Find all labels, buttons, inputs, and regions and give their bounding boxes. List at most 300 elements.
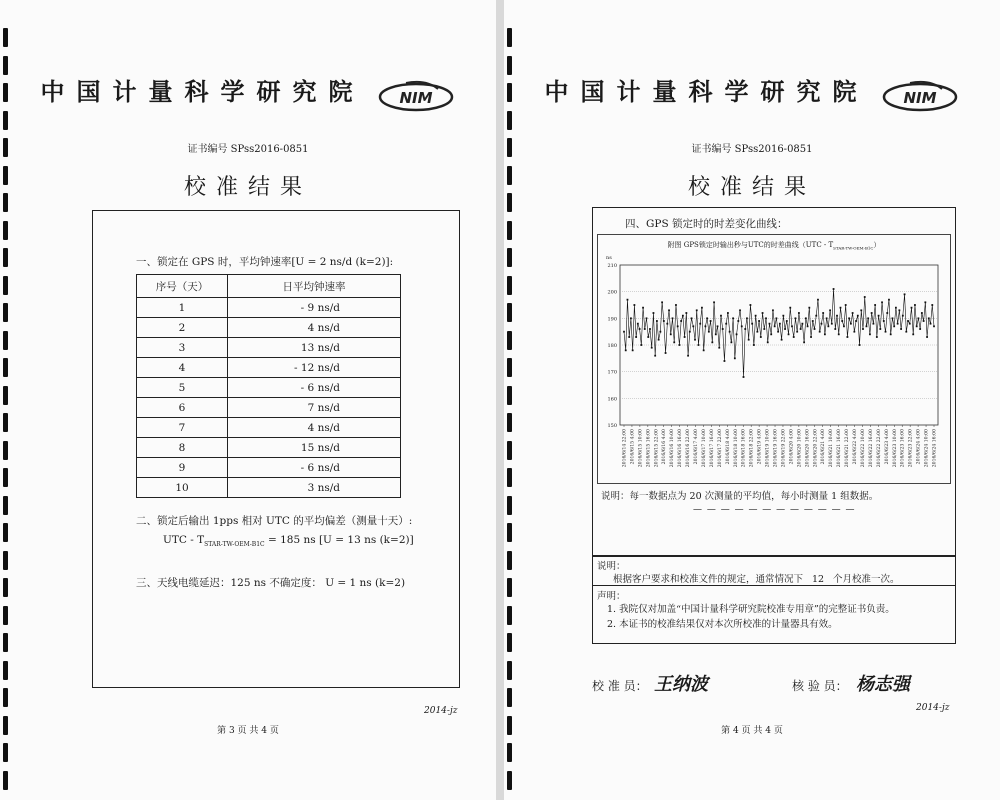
data-point [879, 328, 881, 330]
binding-ring [3, 496, 8, 515]
day-cell: 8 [137, 438, 228, 458]
data-point [685, 312, 687, 314]
chart-note: 说明：每一数据点为 20 次测量的平均值，每小时测量 1 组数据。 [601, 491, 879, 502]
data-point [677, 325, 679, 327]
binding-ring [507, 633, 512, 652]
data-point [904, 293, 906, 295]
x-tick-label: 2016/6/23 22:00 [908, 429, 914, 468]
data-point [672, 317, 674, 319]
data-point [881, 301, 883, 303]
data-point [791, 325, 793, 327]
header-rate: 日平均钟速率 [228, 275, 401, 298]
binding-ring [3, 386, 8, 405]
data-point [815, 315, 817, 317]
x-tick-label: 2016/6/17 4:00 [694, 429, 700, 465]
y-tick-label: 150 [607, 423, 617, 429]
data-point [805, 317, 807, 319]
data-point [895, 307, 897, 309]
data-point [703, 349, 705, 351]
x-tick-label: 2016/6/15 10:00 [638, 429, 644, 468]
formula-rest: = 185 ns [U = 13 ns (k=2)] [264, 534, 414, 546]
x-tick-label: 2016/6/20 22:00 [813, 429, 819, 468]
x-tick-label: 2016/6/15 22:00 [654, 429, 660, 468]
data-point [860, 309, 862, 311]
binding-ring [3, 633, 8, 652]
data-point [772, 309, 774, 311]
chart-frame [592, 207, 956, 557]
time-difference-chart [598, 235, 950, 483]
data-point [711, 341, 713, 343]
chart-title-suffix: ） [873, 241, 881, 249]
data-point [756, 331, 758, 333]
binding-ring [507, 221, 512, 240]
data-point [774, 325, 776, 327]
binding-ring [3, 441, 8, 460]
data-point [886, 312, 888, 314]
data-point [724, 360, 726, 362]
binding-ring [507, 606, 512, 625]
section-1-heading: 一、锁定在 GPS 时，平均钟速率[U = 2 ns/d (k=2)]: [136, 256, 394, 268]
data-point [890, 333, 892, 335]
x-tick-label: 2016/6/18 10:00 [733, 429, 739, 468]
binding-ring [3, 358, 8, 377]
nim-logo [880, 79, 960, 113]
rate-cell: - 6 ns/d [228, 378, 401, 398]
page-title: 校准结果 [687, 175, 816, 200]
data-point [668, 309, 670, 311]
explain-prefix: 根据客户要求和校准文件的规定，通常情况下 [613, 574, 804, 585]
binding-ring [3, 661, 8, 680]
data-point [817, 299, 819, 301]
svg-text:NIM: NIM [903, 88, 937, 107]
data-point [914, 304, 916, 306]
x-tick-label: 2016/6/19 16:00 [773, 429, 779, 468]
table-row [137, 398, 401, 418]
page-number: 第 4 页 共 4 页 [721, 726, 783, 736]
table-row [137, 458, 401, 478]
table-row [137, 338, 401, 358]
section-3-heading: 三、天线电缆延迟：125 ns 不确定度： U = 1 ns (k=2) [136, 577, 406, 589]
data-point [691, 317, 693, 319]
data-point [907, 320, 909, 322]
data-point [659, 331, 661, 333]
data-point [905, 331, 907, 333]
x-tick-label: 2016/6/20 16:00 [805, 429, 811, 468]
data-point [673, 341, 675, 343]
data-point [872, 323, 874, 325]
x-tick-label: 2016/6/24 10:00 [924, 429, 930, 468]
section-2-formula [163, 534, 414, 548]
nim-logo [376, 79, 456, 113]
data-point [647, 336, 649, 338]
data-point [644, 328, 646, 330]
binding-ring [3, 276, 8, 295]
data-point [758, 320, 760, 322]
data-point [807, 325, 809, 327]
data-point [798, 312, 800, 314]
data-point [656, 320, 658, 322]
binding-ring [3, 688, 8, 707]
data-point [751, 323, 753, 325]
data-point [670, 333, 672, 335]
data-point [883, 320, 885, 322]
data-point [795, 317, 797, 319]
data-point [628, 336, 630, 338]
y-axis-unit: ns [606, 255, 612, 261]
data-point [708, 331, 710, 333]
x-tick-label: 2016/6/21 22:00 [845, 429, 851, 468]
day-cell: 7 [137, 418, 228, 438]
binding-ring [3, 303, 8, 322]
data-point [762, 312, 764, 314]
data-point [781, 339, 783, 341]
binding-ring [3, 413, 8, 432]
data-point [831, 323, 833, 325]
data-point [878, 315, 880, 317]
data-point [833, 288, 835, 290]
data-point [661, 301, 663, 303]
data-point [933, 325, 935, 327]
table-row [137, 478, 401, 498]
binding-ring [3, 523, 8, 542]
table-row [137, 318, 401, 338]
data-point [715, 333, 717, 335]
data-point [845, 304, 847, 306]
data-point [734, 357, 736, 359]
data-point [902, 315, 904, 317]
spiral-binding [504, 0, 516, 800]
data-point [826, 317, 828, 319]
data-point [741, 325, 743, 327]
data-point [705, 325, 707, 327]
x-tick-label: 2016/6/16 16:00 [678, 429, 684, 468]
data-point [888, 299, 890, 301]
data-point [675, 304, 677, 306]
data-point [926, 336, 928, 338]
x-tick-label: 2016/6/16 22:00 [686, 429, 692, 468]
data-point [698, 344, 700, 346]
svg-text:NIM: NIM [399, 88, 433, 107]
data-point [897, 323, 899, 325]
data-point [701, 307, 703, 309]
table-row [137, 358, 401, 378]
data-point [694, 339, 696, 341]
page-title: 校准结果 [183, 175, 312, 200]
data-point [782, 315, 784, 317]
data-point [801, 323, 803, 325]
data-point [779, 323, 781, 325]
rate-cell: 3 ns/d [228, 478, 401, 498]
form-code: 2014-jz [916, 703, 950, 713]
data-point [808, 307, 810, 309]
x-tick-label: 2016/6/19 4:00 [757, 429, 763, 465]
certificate-number: 证书编号 SPss2016-0851 [691, 144, 813, 155]
data-point [893, 325, 895, 327]
data-point [834, 328, 836, 330]
x-tick-label: 2016/6/20 10:00 [797, 429, 803, 468]
data-point [640, 344, 642, 346]
data-point [788, 333, 790, 335]
data-point [730, 341, 732, 343]
data-point [627, 299, 629, 301]
table-row [137, 438, 401, 458]
data-point [679, 344, 681, 346]
data-point [718, 347, 720, 349]
data-point [729, 331, 731, 333]
divider [593, 585, 955, 586]
data-point [824, 333, 826, 335]
rate-cell: - 6 ns/d [228, 458, 401, 478]
chart-box [597, 234, 951, 484]
x-tick-label: 2016/6/17 10:00 [701, 429, 707, 468]
data-point [876, 336, 878, 338]
binding-ring [507, 248, 512, 267]
certificate-page-3 [0, 0, 496, 800]
day-cell: 5 [137, 378, 228, 398]
binding-ring [3, 111, 8, 130]
data-point [763, 328, 765, 330]
calibrator-label: 校 准 员： [592, 679, 648, 693]
x-tick-label: 2016/6/17 22:00 [717, 429, 723, 468]
data-point [727, 312, 729, 314]
results-frame [92, 210, 460, 688]
chart-title-prefix: 附图 GPS锁定时输出秒与UTC的时差曲线（UTC - T [667, 241, 834, 249]
data-point [812, 320, 814, 322]
data-point [684, 336, 686, 338]
rate-cell: 15 ns/d [228, 438, 401, 458]
data-point [646, 317, 648, 319]
binding-ring [3, 468, 8, 487]
data-point [852, 312, 854, 314]
x-tick-label: 2016/6/22 16:00 [868, 429, 874, 468]
binding-ring [507, 358, 512, 377]
binding-ring [507, 551, 512, 570]
x-tick-label: 2016/6/20 4:00 [789, 429, 795, 465]
data-point [732, 317, 734, 319]
data-point [637, 323, 639, 325]
data-point [923, 320, 925, 322]
data-point [689, 331, 691, 333]
binding-ring [507, 28, 512, 47]
data-point [859, 344, 861, 346]
x-tick-label: 2016/6/16 10:00 [670, 429, 676, 468]
binding-ring [3, 551, 8, 570]
data-point [630, 317, 632, 319]
data-point [633, 304, 635, 306]
data-point [789, 307, 791, 309]
data-point [666, 323, 668, 325]
x-tick-label: 2016/6/15 16:00 [646, 429, 652, 468]
x-tick-label: 2016/6/17 16:00 [709, 429, 715, 468]
binding-ring [507, 413, 512, 432]
data-point [847, 336, 849, 338]
binding-ring [507, 331, 512, 350]
binding-ring [507, 771, 512, 790]
data-point [814, 328, 816, 330]
day-cell: 3 [137, 338, 228, 358]
day-cell: 6 [137, 398, 228, 418]
rate-cell: 13 ns/d [228, 338, 401, 358]
explain-suffix: 个月校准一次。 [833, 574, 900, 585]
data-point [623, 331, 625, 333]
binding-ring [507, 496, 512, 515]
x-tick-label: 2016/6/18 4:00 [725, 429, 731, 465]
data-point [821, 323, 823, 325]
series-line [624, 289, 934, 377]
data-point [800, 328, 802, 330]
data-point [720, 315, 722, 317]
rate-cell: - 12 ns/d [228, 358, 401, 378]
data-point [924, 301, 926, 303]
binding-ring [507, 578, 512, 597]
data-point [822, 312, 824, 314]
data-point [665, 352, 667, 354]
data-point [658, 339, 660, 341]
binding-ring [3, 743, 8, 762]
data-point [649, 328, 651, 330]
data-point [853, 331, 855, 333]
y-tick-label: 190 [607, 316, 617, 323]
data-point [898, 309, 900, 311]
header-day: 序号（天） [137, 275, 228, 298]
data-point [786, 320, 788, 322]
form-code: 2014-jz [424, 706, 458, 716]
calibrator-signature: 王纳波 [654, 674, 708, 695]
data-point [836, 315, 838, 317]
certificate-number: 证书编号 SPss2016-0851 [187, 144, 309, 155]
certificate-page-4 [504, 0, 1000, 800]
day-cell: 10 [137, 478, 228, 498]
binding-ring [507, 111, 512, 130]
data-point [919, 328, 921, 330]
explanation-frame [592, 555, 956, 644]
y-tick-label: 160 [607, 396, 617, 403]
clock-rate-table [136, 274, 401, 498]
data-point [918, 317, 920, 319]
data-point [739, 309, 741, 311]
table-row [137, 418, 401, 438]
binding-ring [507, 441, 512, 460]
data-point [855, 320, 857, 322]
data-point [931, 304, 933, 306]
binding-ring [3, 331, 8, 350]
institute-name: 中国计量科学研究院 [40, 78, 365, 106]
x-tick-label: 2016/6/24 4:00 [916, 429, 922, 465]
data-point [867, 317, 869, 319]
institute-name: 中国计量科学研究院 [544, 78, 869, 106]
page-number: 第 3 页 共 4 页 [217, 726, 279, 736]
data-point [892, 317, 894, 319]
dashed-line: — — — — — — — — — — — — [693, 505, 856, 515]
x-tick-label: 2016/6/23 4:00 [884, 429, 890, 465]
explain-label: 说明： [597, 561, 626, 572]
data-point [928, 317, 930, 319]
x-tick-label: 2016/6/16 4:00 [662, 429, 668, 465]
binding-ring [507, 523, 512, 542]
data-point [760, 336, 762, 338]
binding-ring [3, 28, 8, 47]
day-cell: 9 [137, 458, 228, 478]
x-tick-label: 2016/6/21 10:00 [829, 429, 835, 468]
binding-ring [507, 276, 512, 295]
x-tick-label: 2016/6/23 10:00 [892, 429, 898, 468]
spiral-binding [0, 0, 12, 800]
binding-ring [507, 303, 512, 322]
rate-cell: 4 ns/d [228, 318, 401, 338]
data-point [869, 333, 871, 335]
data-point [848, 317, 850, 319]
data-point [692, 325, 694, 327]
section-2-heading: 二、锁定后输出 1pps 相对 UTC 的平均偏差（测量十天）: [136, 515, 413, 527]
data-point [736, 333, 738, 335]
binding-ring [3, 578, 8, 597]
data-point [654, 355, 656, 357]
data-point [770, 333, 772, 335]
data-point [625, 349, 627, 351]
statement-label: 声明： [597, 591, 626, 602]
section-4-heading: 四、GPS 锁定时的时差变化曲线： [625, 218, 788, 230]
data-point [696, 309, 698, 311]
day-cell: 4 [137, 358, 228, 378]
binding-ring [3, 248, 8, 267]
day-cell: 2 [137, 318, 228, 338]
statement-2: 2. 本证书的校准结果仅对本次所校准的计量器具有效。 [607, 619, 838, 630]
data-point [765, 317, 767, 319]
data-point [687, 355, 689, 357]
data-point [642, 307, 644, 309]
data-point [725, 323, 727, 325]
data-point [796, 331, 798, 333]
binding-ring [507, 743, 512, 762]
calibration-interval: 12 [803, 574, 833, 586]
x-tick-label: 2016/6/22 4:00 [853, 429, 859, 465]
x-tick-label: 2016/6/19 22:00 [781, 429, 787, 468]
binding-ring [3, 771, 8, 790]
data-point [840, 307, 842, 309]
data-point [829, 309, 831, 311]
data-point [916, 325, 918, 327]
y-tick-label: 170 [607, 369, 617, 376]
binding-ring [507, 468, 512, 487]
page-header [504, 72, 1000, 113]
x-tick-label: 2016/6/22 22:00 [876, 429, 882, 468]
binding-ring [3, 221, 8, 240]
binding-ring [507, 661, 512, 680]
page-header [0, 72, 496, 113]
table-header-row [137, 275, 401, 298]
data-point [750, 304, 752, 306]
data-point [713, 301, 715, 303]
data-point [862, 328, 864, 330]
rate-cell: 7 ns/d [228, 398, 401, 418]
rate-cell: - 9 ns/d [228, 298, 401, 318]
data-point [717, 325, 719, 327]
data-point [744, 328, 746, 330]
day-cell: 1 [137, 298, 228, 318]
x-tick-label: 2016/6/23 16:00 [900, 429, 906, 468]
data-point [930, 323, 932, 325]
table-row [137, 298, 401, 318]
x-tick-label: 2016/6/18 16:00 [741, 429, 747, 468]
data-point [743, 376, 745, 378]
data-point [767, 341, 769, 343]
data-point [753, 344, 755, 346]
data-point [755, 315, 757, 317]
chart-title-sub: STAR-TW-OEM-B1C [833, 245, 874, 251]
data-point [838, 333, 840, 335]
data-point [793, 336, 795, 338]
data-point [746, 317, 748, 319]
